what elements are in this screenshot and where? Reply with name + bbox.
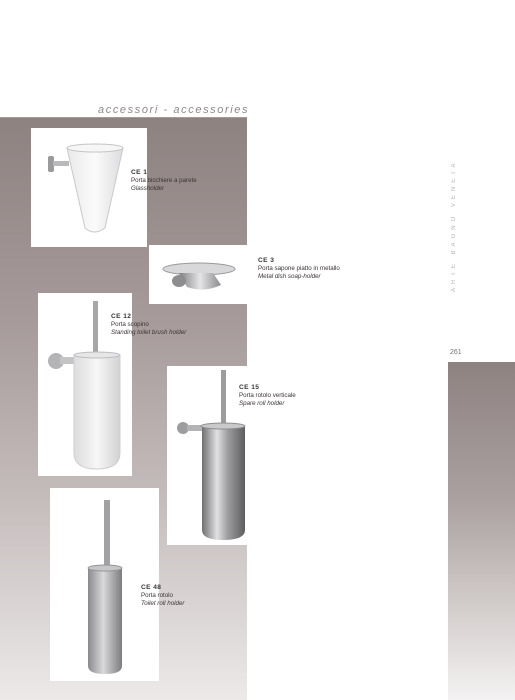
product-caption-ce1: CE 1 Porta bicchiere a parete Glassholder [131, 169, 197, 192]
product-caption-ce15: CE 15 Porta rotolo verticale Spare roll holder [239, 384, 296, 407]
product-caption-ce12: CE 12 Porta scopino Standing toilet brush holder [111, 313, 187, 336]
product-image-soap-dish [149, 245, 247, 304]
section-header: accessori - accessories [98, 104, 250, 116]
product-caption-ce48: CE 48 Porta rotolo Toilet roll holder [141, 584, 185, 607]
page-number: 261 [450, 349, 462, 356]
product-caption-ce3: CE 3 Porta sapone piatto in metallo Metal dish soap-holder [258, 257, 340, 280]
product-image-steel-brush-holder [167, 366, 247, 545]
brand-vertical-text: ARTE BAGNO VENETA [451, 159, 457, 293]
product-image-glass-holder [31, 128, 147, 247]
right-gradient-panel [448, 362, 515, 700]
